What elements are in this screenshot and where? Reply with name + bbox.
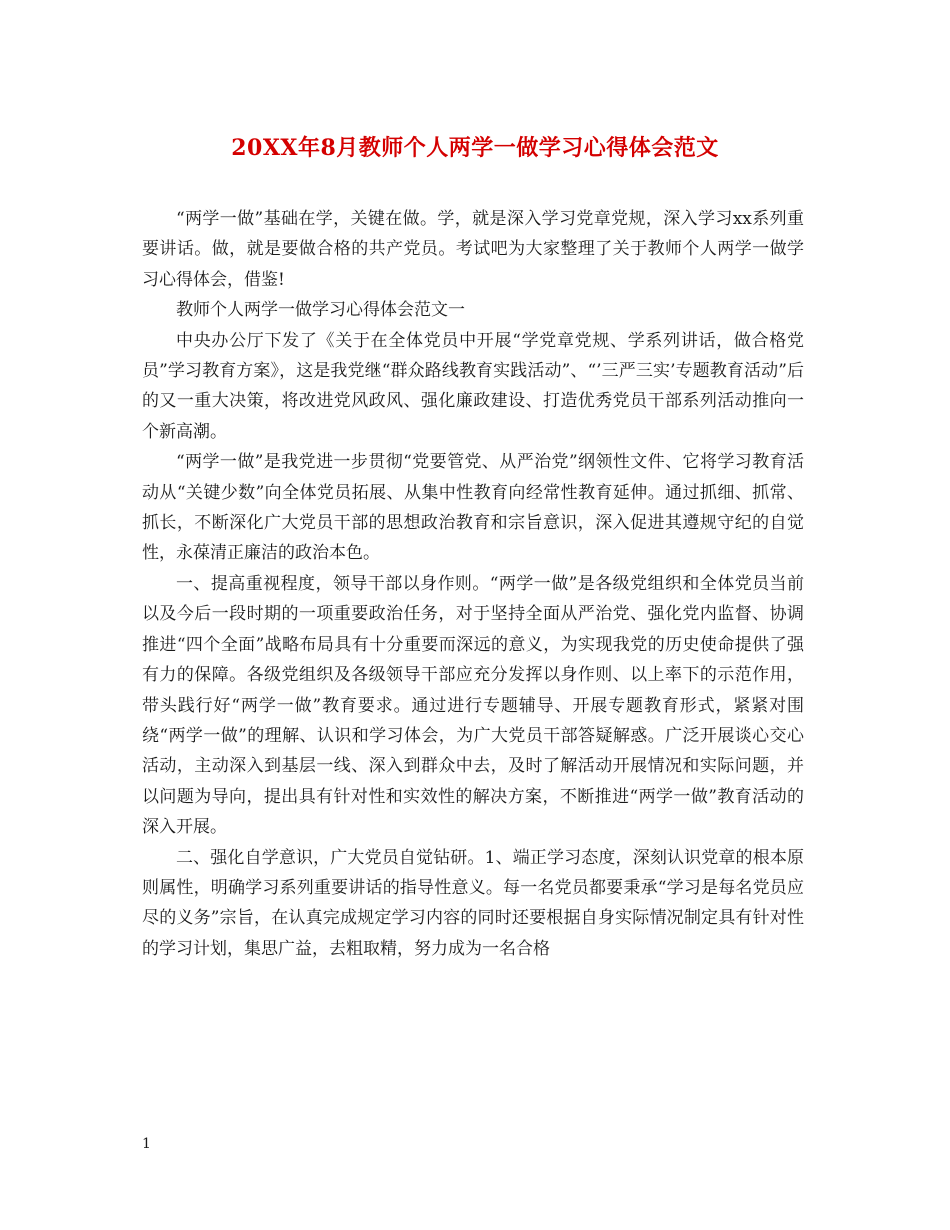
paragraph-1: 中央办公厅下发了《关于在全体党员中开展“学党章党规、学系列讲话，做合格党员”学习教育方案》，这是我党继“群众路线教育实践活动”、“’三严三实’专题教育活动”后的又一重大决策，将改进党风政风、强化廉政建设、打造优秀党员干部系列活动推向一个新高潮。 (142, 330, 804, 442)
document-title: 20XX年8月教师个人两学一做学习心得体会范文 (231, 135, 719, 161)
section-heading: 教师个人两学一做学习心得体会范文一 (176, 300, 465, 321)
paragraph-3: 一、提高重视程度，领导干部以身作则。“两学一做”是各级党组织和全体党员当前以及今后一段时期的一项重要政治任务，对于坚持全面从严治党、强化党内监督、协调推进“四个全面”战略布局具有十分重要而深远的意义，为实现我党的历史使命提供了强有力的保障。各级党组织及各级领导干部应充分发挥以身作则、以上率下的示范作用，带头践行好“两学一做”教育要求。通过进行专题辅导、开展专题教育形式，紧紧对围绕“两学一做”的理解、认识和学习体会，为广大党员干部答疑解惑。广泛开展谈心交心活动，主动深入到基层一线、深入到群众中去，及时了解活动开展情况和实际问题，并以问题为导向，提出具有针对性和实效性的解决方案，不断推进“两学一做”教育活动的深入开展。 (142, 573, 804, 838)
paragraph-4: 二、强化自学意识，广大党员自觉钻研。1、端正学习态度，深刻认识党章的根本原则属性，明确学习系列重要讲话的指导性意义。每一名党员都要秉承“学习是每名党员应尽的义务”宗旨，在认真完成规定学习内容的同时还要根据自身实际情况制定具有针对性的学习计划，集思广益，去粗取精，努力成为一名合格 (142, 847, 804, 959)
paragraph-2: “两学一做”是我党进一步贯彻“党要管党、从严治党”纲领性文件、它将学习教育活动从“关键少数”向全体党员拓展、从集中性教育向经常性教育延伸。通过抓细、抓常、抓长，不断深化广大党员干部的思想政治教育和宗旨意识，深入促进其遵规守纪的自觉性，永葆清正廉洁的政治本色。 (142, 452, 804, 564)
paragraph-intro: “两学一做”基础在学，关键在做。学，就是深入学习党章党规，深入学习xx系列重要讲话。做，就是要做合格的共产党员。考试吧为大家整理了关于教师个人两学一做学习心得体会，借鉴! (142, 209, 804, 290)
page-number: 1 (142, 1136, 151, 1152)
document-body (142, 204, 804, 964)
